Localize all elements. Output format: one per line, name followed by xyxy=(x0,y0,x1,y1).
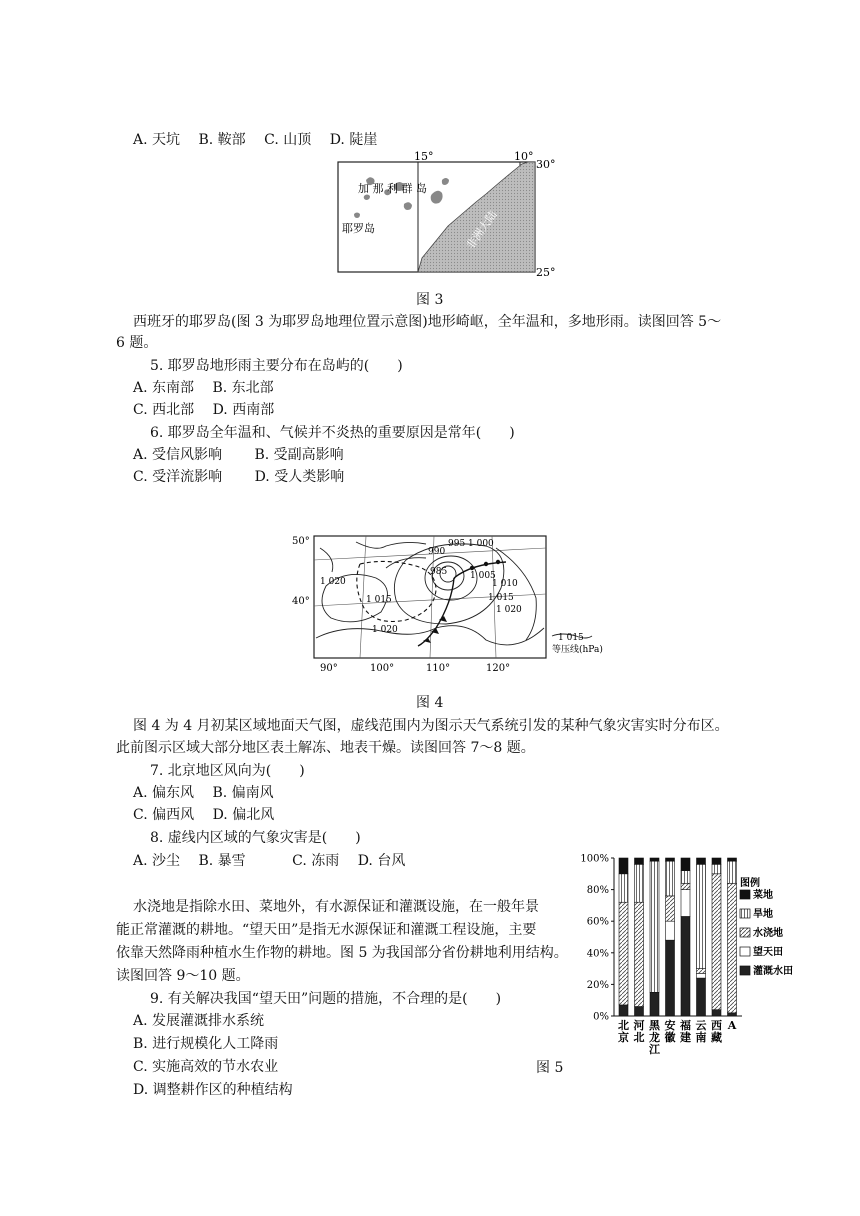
fig5-category-label: 南 xyxy=(695,1031,707,1044)
intro-5-6-line1: 西班牙的耶罗岛(图 3 为耶罗岛地理位置示意图)地形崎岖，全年温和，多地形雨。读图回答 5～ xyxy=(133,314,722,330)
intro-9-10-line1: 水浇地是指除水田、菜地外，有水源保证和灌溉设施，在一般年景 xyxy=(133,899,539,915)
fig5-legend-swatch xyxy=(740,966,750,975)
intro-9-10-line2: 能正常灌溉的耕地。“望天田”是指无水源保证和灌溉工程设施，主要 xyxy=(116,922,537,938)
fig5-bar-segment xyxy=(728,861,737,883)
fig5-legend-label: 望天田 xyxy=(753,947,783,958)
q4-option-a: A. 天坑 xyxy=(133,132,181,148)
fig5-bar-segment xyxy=(681,883,690,889)
q5-option-b: B. 东北部 xyxy=(212,380,274,396)
island-yeluo xyxy=(354,213,360,219)
fig4-isobar-1015-east: 1 015 xyxy=(488,593,514,603)
fig5-caption: 图 5 xyxy=(536,1060,564,1076)
fig5-bar-segment xyxy=(635,902,644,1006)
q4-option-b: B. 鞍部 xyxy=(198,132,246,148)
q7-option-a: A. 偏东风 xyxy=(133,785,195,801)
fig5-ytick-label: 40% xyxy=(586,948,609,960)
figure-3-map xyxy=(330,150,560,280)
fig5-bar-segment xyxy=(635,858,644,864)
q5-option-a: A. 东南部 xyxy=(133,380,195,396)
q6-row1 xyxy=(133,445,344,465)
fig5-bar-segment xyxy=(619,874,628,902)
island-6 xyxy=(431,191,443,204)
fig4-lon-120: 120° xyxy=(486,663,511,674)
q4-option-d: D. 陡崖 xyxy=(329,132,378,148)
fig4-isobar-1015-west: 1 015 xyxy=(366,595,392,605)
fig5-category-label: A xyxy=(727,1019,737,1032)
fig5-bar-segment xyxy=(712,1010,721,1016)
q5-row2 xyxy=(133,400,274,420)
q6-option-c: C. 受洋流影响 xyxy=(133,469,223,485)
fig4-isobar-995: 995 xyxy=(448,539,466,549)
fig5-bar-segment xyxy=(681,890,690,917)
fig4-isobar-990: 990 xyxy=(428,547,446,557)
q7-option-d: D. 偏北风 xyxy=(212,807,275,823)
figure-4-weather-map xyxy=(286,528,616,678)
fig5-bar-segment xyxy=(650,992,659,1016)
fig5-bar-segment xyxy=(697,858,706,864)
fig5-legend-label: 菜地 xyxy=(753,890,773,901)
fig4-isobar-1010: 1 010 xyxy=(492,579,518,589)
fig5-ytick-label: 100% xyxy=(580,853,609,865)
fig5-category-label: 北 xyxy=(633,1031,645,1044)
fig5-category-label: 黑 xyxy=(649,1019,660,1032)
fig5-bar-segment xyxy=(666,940,675,1016)
fig5-category-label: 云 xyxy=(695,1019,707,1032)
intro-9-10-line3: 依靠天然降雨种植水生作物的耕地。图 5 为我国部分省份耕地利用结构。 xyxy=(116,945,568,961)
q8-options xyxy=(133,851,405,871)
fig5-category-label: 京 xyxy=(618,1031,629,1044)
fig4-isobar-1020-south: 1 020 xyxy=(372,625,398,635)
fig4-isobar-985: 985 xyxy=(430,567,448,577)
fig3-lon-15: 15° xyxy=(414,150,434,163)
intro-9-10-line4: 读图回答 9～10 题。 xyxy=(116,968,250,984)
fig3-caption: 图 3 xyxy=(416,292,444,308)
q8-stem: 8. 虚线内区域的气象灾害是( ) xyxy=(150,830,361,846)
fig3-lon-10: 10° xyxy=(514,150,534,163)
fig5-bar-segment xyxy=(666,921,675,940)
fig4-isobar-1000: 1 000 xyxy=(468,539,494,549)
fig5-category-label: 龙 xyxy=(649,1031,660,1044)
fig4-lon-100: 100° xyxy=(370,663,395,674)
fig5-bar-segment xyxy=(635,864,644,902)
fig5-bar-segment xyxy=(728,883,737,1013)
fig5-legend-swatch xyxy=(740,947,750,956)
fig3-islands-label: 加 那 利 群 岛 xyxy=(358,182,427,195)
fig5-bar-segment xyxy=(728,858,737,861)
fig5-legend-swatch xyxy=(740,928,750,937)
fig5-category-label: 北 xyxy=(618,1019,629,1032)
intro-7-8-line2: 此前图示区域大部分地区表土解冻、地表干燥。读图回答 7～8 题。 xyxy=(116,740,535,756)
q4-options-row xyxy=(133,130,377,150)
fig5-bar-segment xyxy=(697,978,706,1016)
q9-stem: 9. 有关解决我国“望天田”问题的措施，不合理的是( ) xyxy=(150,991,502,1007)
fig4-legend-value: 1 015 xyxy=(558,633,584,643)
q9-option-a: A. 发展灌溉排水系统 xyxy=(133,1013,265,1029)
fig5-bar-segment xyxy=(697,864,706,968)
fig5-category-label: 福 xyxy=(680,1019,691,1032)
fig5-ytick-label: 20% xyxy=(586,979,609,991)
q5-row1 xyxy=(133,378,274,398)
q7-row2 xyxy=(133,805,274,825)
q7-option-c: C. 偏西风 xyxy=(133,807,195,823)
fig5-legend-swatch xyxy=(740,890,750,899)
fig4-isobar-1005: 1 005 xyxy=(470,571,496,581)
fig3-yeluo-label: 耶罗岛 xyxy=(342,222,375,235)
fig5-bar-segment xyxy=(681,858,690,871)
fig4-lat-50: 50° xyxy=(292,536,310,547)
fig4-lon-110: 110° xyxy=(426,663,451,674)
q5-option-d: D. 西南部 xyxy=(212,402,275,418)
fig5-category-label: 河 xyxy=(633,1019,645,1032)
fig5-category-label: 西 xyxy=(711,1019,722,1032)
fig5-bar-segment xyxy=(666,858,675,861)
q7-row1 xyxy=(133,783,274,803)
island-2 xyxy=(364,195,370,201)
island-7 xyxy=(442,178,449,185)
fig5-category-label: 藏 xyxy=(711,1031,722,1044)
fig5-bar-segment xyxy=(666,861,675,896)
fig5-bar-segment xyxy=(681,916,690,1016)
fig5-bar-segment xyxy=(681,871,690,884)
q6-stem: 6. 耶罗岛全年温和、气候并不炎热的重要原因是常年( ) xyxy=(150,425,515,441)
q8-option-a: A. 沙尘 xyxy=(133,853,181,869)
fig4-lon-90: 90° xyxy=(320,663,338,674)
q5-stem: 5. 耶罗岛地形雨主要分布在岛屿的( ) xyxy=(150,358,403,374)
fig5-legend-label: 水浇地 xyxy=(753,928,783,939)
fig5-category-label: 徽 xyxy=(664,1031,676,1044)
fig5-legend-label: 灌溉水田 xyxy=(753,966,793,977)
fig5-ytick-label: 60% xyxy=(586,916,609,928)
fig5-category-label: 江 xyxy=(649,1043,660,1056)
fig4-lat-40: 40° xyxy=(292,596,310,607)
fig4-legend-label: 等压线(hPa) xyxy=(552,645,603,655)
fig5-bar-segment xyxy=(650,858,659,861)
fig5-bar-segment xyxy=(666,896,675,921)
q7-option-b: B. 偏南风 xyxy=(212,785,274,801)
fig5-bar-segment xyxy=(650,861,659,992)
q9-option-b: B. 进行规模化人工降雨 xyxy=(133,1036,279,1052)
fig5-bar-segment xyxy=(728,1013,737,1016)
fig5-ytick-label: 80% xyxy=(586,885,609,897)
q8-option-b: B. 暴雪 xyxy=(198,853,246,869)
fig5-bar-segment xyxy=(712,874,721,1010)
fig5-bar-segment xyxy=(712,864,721,873)
fig3-africa-label: 非洲大陆 xyxy=(463,208,500,252)
q9-option-c: C. 实施高效的节水农业 xyxy=(133,1059,279,1075)
fig4-isobar-1020-east: 1 020 xyxy=(496,605,522,615)
q8-option-c: C. 冻雨 xyxy=(292,853,340,869)
figure-5-chart xyxy=(578,850,798,1060)
fig5-legend-label: 旱地 xyxy=(753,909,773,920)
fig5-bar-segment xyxy=(619,1005,628,1016)
fig5-bar-segment xyxy=(697,969,706,974)
fig5-category-label: 安 xyxy=(664,1019,676,1032)
fig5-bar-segment xyxy=(635,1007,644,1016)
q7-stem: 7. 北京地区风向为( ) xyxy=(150,763,305,779)
fig5-bar-segment xyxy=(712,858,721,864)
q4-option-c: C. 山顶 xyxy=(264,132,312,148)
q8-option-d: D. 台风 xyxy=(357,853,406,869)
q6-row2 xyxy=(133,467,344,487)
intro-7-8-line1: 图 4 为 4 月初某区域地面天气图，虚线范围内为图示天气系统引发的某种气象灾害实时分布区。 xyxy=(133,718,729,734)
fig4-caption: 图 4 xyxy=(416,695,444,711)
q6-option-d: D. 受人类影响 xyxy=(254,469,345,485)
fig3-lat-30: 30° xyxy=(536,158,556,171)
fig5-category-label: 建 xyxy=(680,1031,691,1044)
fig3-lat-25: 25° xyxy=(536,266,556,279)
fig5-bar-segment xyxy=(697,973,706,978)
island-5 xyxy=(404,202,412,210)
fig5-legend-title: 图例 xyxy=(740,878,760,889)
fig5-legend-swatch xyxy=(740,909,750,918)
intro-5-6-line2: 6 题。 xyxy=(116,335,158,351)
fig5-bar-segment xyxy=(619,902,628,1005)
fig5-ytick-label: 0% xyxy=(593,1011,609,1023)
q9-option-d: D. 调整耕作区的种植结构 xyxy=(133,1082,293,1098)
fig4-isobar-1020-west: 1 020 xyxy=(320,577,346,587)
q6-option-b: B. 受副高影响 xyxy=(254,447,344,463)
q5-option-c: C. 西北部 xyxy=(133,402,195,418)
q6-option-a: A. 受信风影响 xyxy=(133,447,223,463)
fig5-bar-segment xyxy=(619,858,628,874)
